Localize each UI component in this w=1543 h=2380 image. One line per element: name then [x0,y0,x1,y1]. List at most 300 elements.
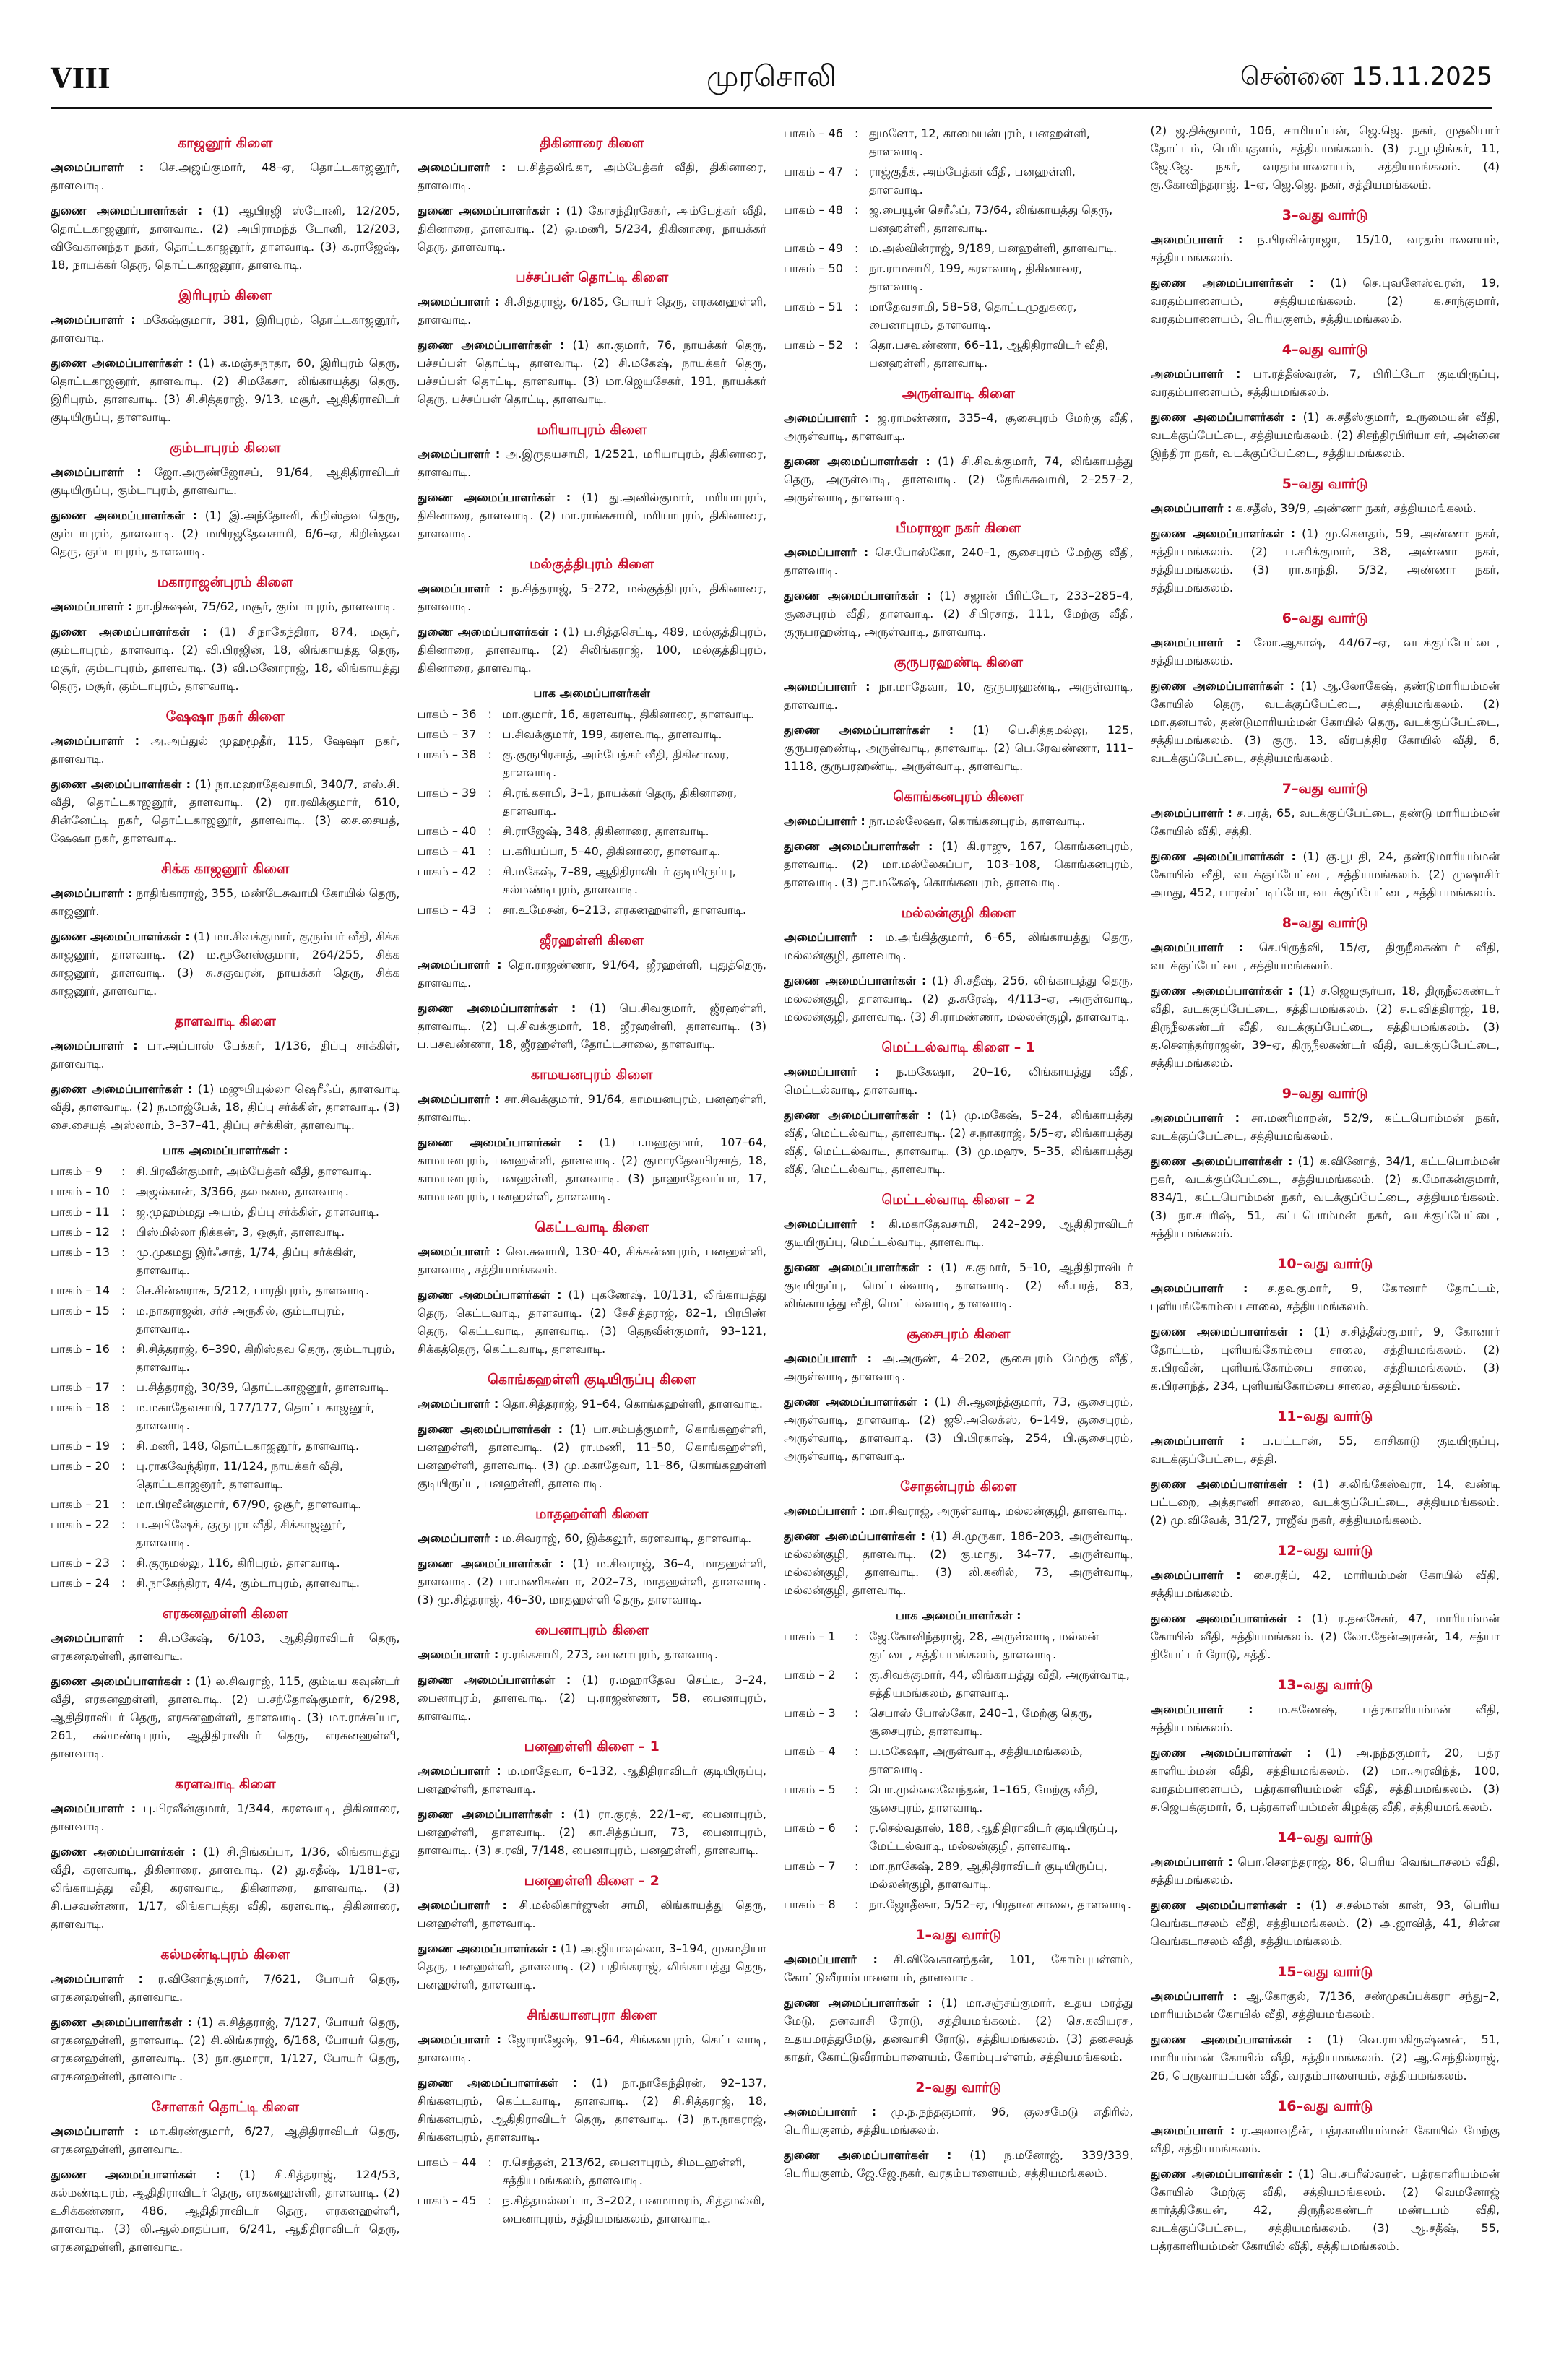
section-heading: 3–வது வார்டு [1281,207,1368,223]
article-columns [51,121,1500,2351]
entry-text: ஜ.ராமண்ணா, 335–4, சூசைபுரம் மேற்கு வீதி, அருள்வாடி, தாளவாடி. [784,411,1133,443]
entry-label: அமைப்பாளர் : [417,447,501,461]
separator: : [121,1205,126,1219]
entry-label: அமைப்பாளர் : [417,1245,501,1258]
entry-text: (1) ச.குமார், 5–10, ஆதிதிராவிடர் குடியிருப்பு, மெட்டல்வாடி, தாளவாடி. (2) வீ.பரத், 83, லிங்காயத்து வீதி, மெட்டல்வாடி, தாளவாடி. [784,1260,1133,1310]
entry-label: துணை அமைப்பாளர்கள் : [1150,410,1296,424]
organiser-entry [51,1037,400,1073]
table-row [418,725,767,743]
table-row [784,201,1133,237]
entry-label: அமைப்பாளர் : [784,814,865,828]
section-number: பாகம் – 12 [51,1225,110,1239]
organiser-entry [784,928,1133,964]
table-row [51,1554,400,1572]
entry-label: துணை அமைப்பாளர்கள் : [784,839,933,853]
organiser-entry [418,2030,767,2067]
entry-text: பு.பிரவீன்குமார், 1/344, கரளவாடி, திகினாரை, தாளவாடி. [51,1801,400,1833]
section-organiser: மா.குமார், 16, கரளவாடி, திகினாரை, தாளவாடி. [502,707,755,721]
separator: : [855,300,859,313]
organiser-entry [1151,2121,1500,2158]
entry-label: துணை அமைப்பாளர்கள் : [51,509,198,522]
organiser-entry [784,409,1133,445]
entry-label: அமைப்பாளர் : [51,2124,139,2138]
deputy-organisers-entry [1151,1323,1500,1395]
section-number: பாகம் – 14 [51,1284,110,1297]
section-heading: 12–வது வார்டு [1277,1543,1373,1559]
separator: : [855,241,859,255]
entry-label: துணை அமைப்பாளர்கள் : [417,490,571,504]
section-heading: குருபரஹண்டி கிளை [894,654,1023,670]
entry-label: துணை அமைப்பாளர்கள் : [417,1557,565,1570]
deputy-organisers-entry [51,2165,400,2256]
section-organiser: செபாஸ் போஸ்கோ, 240–1, மேற்கு தெரு, சூசைபுரம், தாளவாடி. [869,1706,1092,1738]
entry-label: துணை அமைப்பாளர்கள் : [1150,2167,1293,2181]
table-row [418,842,767,860]
organiser-entry [418,1395,767,1413]
deputy-organisers-entry [418,488,767,542]
section-number: பாகம் – 40 [417,824,477,838]
entry-label: துணை அமைப்பாளர்கள் : [417,2076,578,2090]
section-organiser: சி.பிரவீன்குமார், அம்பேத்கர் வீதி, தாளவாடி. [136,1164,372,1178]
table-row [51,1437,400,1455]
section-number: பாகம் – 16 [51,1342,110,1356]
entry-text: (1) நா.மஹாதேவசாமி, 340/7, எஸ்.சி. வீதி, தொட்டகாஜனூர், தாளவாடி. (2) ரா.ரவிக்குமார், 610, சின்னேட்டி நகர், தொட்டகாஜனூர், தாளவாடி. (3) சை.சையத், ஷேஷா நகர், தாளவாடி. [51,777,400,845]
entry-text: (1) ரா.குரத், 22/1–ஏ, பைனாபுரம், பனஹள்ளி, தாளவாடி. (2) கா.சித்தப்பா, 73, பைனாபுரம், தாளவாடி. (3) ச.ரவி, 7/148, பைனாபுரம், பனஹள்ளி, தாளவாடி. [417,1807,766,1857]
section-organisers-table [51,1162,400,1592]
organiser-entry [418,158,767,194]
entry-label: துணை அமைப்பாளர்கள் : [1150,1611,1302,1625]
entry-text: கி.மகாதேவசாமி, 242–299, ஆதிதிராவிடர் குடியிருப்பு, மெட்டல்வாடி, தாளவாடி. [784,1217,1133,1249]
deputy-organisers-entry [418,1671,767,1725]
entry-label: அமைப்பாளர் : [417,1531,499,1545]
entry-label: துணை அமைப்பாளர்கள் : [1150,1898,1301,1912]
section-organiser: ப.மகேஷா, அருள்வாடி, சத்தியமங்கலம், தாளவாடி. [869,1744,1083,1776]
table-row [784,336,1133,372]
subsection-heading: பாக அமைப்பாளர்கள் [533,686,650,700]
separator: : [121,1342,126,1356]
table-row [418,745,767,782]
entry-text: (1) சு.சித்தராஜ், 7/127, போயர் தெரு, எரகனஹள்ளி, தாளவாடி. (2) சி.லிங்கராஜ், 6/168, போயர் தெரு, எரகனஹள்ளி, தாளவாடி. (3) நா.குமாரா, 1/127, போயர் தெரு, எரகனஹள்ளி, தாளவாடி. [51,2015,400,2083]
table-row [51,1515,400,1552]
section-organiser: ப.அபிஷேக், குருபுரா வீதி, சிக்காஜனூர், தாளவாடி. [136,1518,346,1549]
organiser-entry [418,1896,767,1932]
entry-text: (1) புகணேஷ், 10/131, லிங்காயத்து தெரு, கெட்டவாடி, தாளவாடி. (2) சேசித்தராஜ், 82–1, பிரபிண் தெரு, கெட்டவாடி, தாளவாடி. (3) தெநவீன்குமார், 93–121, சிக்கத்தெரு, கெட்டவாடி, தாளவாடி. [417,1288,766,1356]
table-row [418,901,767,919]
table-row [784,259,1133,295]
organiser-entry [51,463,400,499]
entry-text: (1) ர.மஹாதேவ செட்டி, 3–24, பைனாபுரம், தாளவாடி. (2) பு.ராஜண்ணா, 58, பைனாபுரம், தாளவாடி. [417,1673,766,1723]
organiser-entry [418,293,767,329]
section-number: பாகம் – 36 [417,707,477,721]
table-row [51,1281,400,1299]
organiser-entry [1151,1432,1500,1468]
deputy-organisers-entry [51,927,400,1000]
separator: : [855,261,859,275]
organiser-entry [1151,1987,1500,2023]
entry-label: அமைப்பாளர் : [784,1504,865,1518]
deputy-organisers-entry [784,1258,1133,1312]
entry-label: துணை அமைப்பாளர்கள் : [417,625,558,639]
section-number: பாகம் – 20 [51,1459,110,1473]
section-organiser: ம.நாகராஜன், சர்ச் அருகில், கும்டாபுரம், தாளவாடி. [136,1304,345,1336]
section-heading: கொங்கனபுரம் கிளை [893,789,1024,805]
entry-text: (1) சி.சித்தராஜ், 124/53, கல்மண்டிபுரம், ஆதிதிராவிடர் தெரு, எரகனஹள்ளி, தாளவாடி. (2) உசிக்கண்ணா, 486, ஆதிதிராவிடர் தெரு, எரகனஹள்ளி, தாளவாடி. (3) லி.ஆல்மாதப்பா, 6/241, ஆதிதிராவிடர் தெரு, எரகனஹள்ளி, தாளவாடி. [51,2168,400,2254]
entry-label: துணை அமைப்பாளர்கள் : [51,625,207,639]
entry-text: அ.அருண், 4–202, சூசைபுரம் மேற்கு வீதி, அருள்வாடி, தாளவாடி. [784,1351,1133,1383]
separator: : [855,1859,859,1873]
section-number: பாகம் – 22 [51,1518,110,1531]
entry-text: செ.போஸ்கோ, 240–1, சூசைபுரம் மேற்கு வீதி, தாளவாடி. [784,545,1133,577]
entry-text: (1) சி.சதீஷ், 256, லிங்காயத்து தெரு, மல்லன்குழி, தாளவாடி. (2) த.சுரேஷ், 4/113–ஏ, அருள்வாடி, மல்லன்குழி, தாளவாடி. (3) சி.ராமண்ணா, மல்லன்குழி, தாளவாடி. [784,974,1133,1024]
entry-text: (1) ச.லிங்கேஸ்வரா, 14, வண்டி பட்டறை, அத்தாணி சாலை, வடக்குப்பேட்டை, சத்தியமங்கலம். (2) மு.விவேக், 31/27, ராஜீவ் நகர், சத்தியமங்கலம். [1150,1477,1500,1527]
table-row [784,1666,1133,1702]
section-number: பாகம் – 9 [51,1164,103,1178]
organiser-entry [784,543,1133,579]
table-row [51,1457,400,1493]
separator: : [855,126,859,140]
entry-label: துணை அமைப்பாளர்கள் : [784,589,932,602]
entry-label: துணை அமைப்பாளர்கள் : [417,1942,557,1955]
table-row [784,1780,1133,1817]
section-heading: மல்குத்திபுரம் கிளை [530,556,654,572]
section-heading: மகாராஜன்புரம் கிளை [157,574,293,590]
entry-label: அமைப்பாளர் : [417,295,500,308]
entry-text: நா.நிசுஷன், 75/62, மசூர், கும்டாபுரம், தாளவாடி. [135,600,396,613]
table-row [418,2191,767,2228]
entry-label: துணை அமைப்பாளர்கள் : [51,1674,191,1688]
section-heading: 15–வது வார்டு [1277,1964,1373,1980]
separator: : [121,1284,126,1297]
section-number: பாகம் – 3 [784,1706,836,1720]
organiser-entry [784,1950,1133,1986]
organiser-entry [784,1063,1133,1099]
organiser-entry [51,2122,400,2158]
entry-label: துணை அமைப்பாளர்கள் : [1150,1154,1293,1168]
entry-text: (1) மு.மகேஷ், 5–24, லிங்காயத்து வீதி, மெட்டல்வாடி, தாளவாடி. (2) ச.நாகராஜ், 5/5–ஏ, லிங்காயத்து வீதி, மெட்டல்வாடி, தாளவாடி. (3) மு.மஹு, 5–35, லிங்காயத்து வீதி, மெட்டல்வாடி, தாளவாடி. [784,1108,1133,1176]
deputy-organisers-entry [51,354,400,426]
deputy-organisers-entry [418,1286,767,1358]
entry-label: துணை அமைப்பாளர்கள் : [51,930,190,943]
entry-label: அமைப்பாளர் : [1150,1111,1240,1125]
organiser-entry [51,311,400,347]
organiser-entry [1151,1700,1500,1736]
organiser-entry [418,1090,767,1126]
entry-label: துணை அமைப்பாளர்கள் : [1150,849,1296,863]
entry-label: துணை அமைப்பாளர்கள் : [51,2168,220,2181]
section-organisers-table [418,2153,767,2228]
deputy-organisers-entry [784,721,1133,775]
separator: : [121,1556,126,1570]
entry-label: அமைப்பாளர் : [1150,636,1241,649]
entry-label: துணை அமைப்பாளர்கள் : [784,454,930,468]
entry-label: அமைப்பாளர் : [1150,1568,1241,1582]
entry-label: துணை அமைப்பாளர்கள் : [784,974,927,987]
section-heading: 8–வது வார்டு [1281,915,1368,931]
section-number: பாகம் – 48 [784,203,843,217]
deputy-organisers-entry [1151,982,1500,1072]
entry-label: துணை அமைப்பாளர்கள் : [417,1673,571,1687]
entry-text: சா.சிவக்குமார், 91/64, காமயனபுரம், பனஹள்ளி, தாளவாடி. [417,1092,766,1124]
entry-text: (1) சி.சிவக்குமார், 74, லிங்காயத்து தெரு, அருள்வாடி, தாளவாடி. (2) தேங்கசுவாமி, 2–257–2, அருள்வாடி, தாளவாடி. [784,454,1133,504]
section-number: பாகம் – 19 [51,1439,110,1453]
section-heading: கொங்கஹள்ளி குடியிருப்பு கிளை [488,1372,696,1388]
deputy-organisers-entry [1151,847,1500,901]
column-1 [51,121,400,2351]
organiser-entry [784,1215,1133,1251]
section-heading: ஷேஷா நகர் கிளை [165,709,285,724]
section-number: பாகம் – 18 [51,1401,110,1414]
entry-text: ர.வினோத்குமார், 7/621, போயர் தெரு, எரகனஹள்ளி, தாளவாடி. [51,1972,400,2004]
entry-label: அமைப்பாளர் : [417,1397,499,1411]
deputy-organisers-entry [418,2074,767,2146]
table-row [51,1182,400,1200]
entry-text: ந.மகேஷா, 20–16, லிங்காயத்து வீதி, மெட்டல்வாடி, தாளவாடி. [784,1065,1133,1096]
section-organiser: ர.செந்தன், 213/62, பைனாபுரம், சிமடஹள்ளி, சத்தியமங்கலம், தாளவாடி. [502,2155,746,2187]
entry-label: அமைப்பாளர் : [51,734,139,748]
entry-text: சி.விவேகானந்தன், 101, கோம்புபள்ளம், கோட்டுவீராம்பாளையம், தாளவாடி. [784,1952,1133,1984]
deputy-organisers-entry [1151,1152,1500,1242]
organiser-entry [51,884,400,920]
deputy-organisers-entry [418,999,767,1053]
section-organiser: சி.குருமல்லு, 116, கிரிபுரம், தாளவாடி. [136,1556,340,1570]
table-row [784,1857,1133,1893]
table-row [51,1398,400,1435]
entry-text: அ.அப்துல் முஹமூதீர், 115, ஷேஷா நகர், தாளவாடி. [51,734,400,766]
deputy-organisers-entry [784,452,1133,506]
entry-label: அமைப்பாளர் : [1150,233,1243,246]
entry-text: லோ.ஆகாஷ், 44/67–ஏ, வடக்குப்பேட்டை, சத்தியமங்கலம். [1150,636,1500,667]
section-heading: 2–வது வார்டு [915,2080,1002,2095]
section-number: பாகம் – 45 [417,2194,477,2207]
entry-text: (1) பெ.சித்தமல்லு, 125, குருபரஹண்டி, அருள்வாடி, தாளவாடி. (2) பெ.ரேவண்ணா, 111–1118, குருபரஹண்டி, அருள்வாடி, தாளவாடி. [784,723,1133,773]
entry-label: துணை அமைப்பாளர்கள் : [417,1807,566,1821]
section-heading: எரகனஹள்ளி கிளை [162,1606,288,1622]
organiser-entry [1151,633,1500,670]
section-heading: மரியாபுரம் கிளை [537,422,647,438]
deputy-organisers-entry [784,972,1133,1026]
entry-label: துணை அமைப்பாளர்கள் : [51,777,191,791]
section-heading: கல்மண்டிபுரம் கிளை [160,1947,290,1963]
separator: : [488,2155,492,2169]
entry-label: அமைப்பாளர் : [784,411,870,425]
section-heading: சூசைபுரம் கிளை [907,1326,1011,1342]
section-number: பாகம் – 5 [784,1783,836,1796]
entry-label: அமைப்பாளர் : [51,313,136,326]
section-heading: ஜீரஹள்ளி கிளை [540,932,644,948]
organiser-entry [1151,499,1500,517]
entry-text: (1) அ.ஜியாவுல்லா, 3–194, முகமதியா தெரு, பனஹள்ளி, தாளவாடி. (2) பதிங்கராஜ், லிங்காயத்து தெரு, பனஹள்ளி, தாளவாடி. [417,1942,766,1991]
separator: : [121,1185,126,1198]
section-organisers-table [418,705,767,919]
section-number: பாகம் – 17 [51,1380,110,1394]
entry-text: (1) நா.நாகேந்திரன், 92–137, சிங்கனபுரம், கெட்டவாடி, தாளவாடி. (2) சி.சித்தராஜ், 18, சிங்கனபுரம், ஆதிதிராவிடர் தெரு, தாளவாடி. (3) நா.நாகராஜ், சிங்கனபுரம், தாளவாடி. [417,2076,766,2144]
entry-text: ம.சிவராஜ், 60, இக்கலூர், கரளவாடி, தாளவாடி. [502,1531,752,1545]
entry-label: துணை அமைப்பாளர்கள் : [1150,1477,1302,1491]
entry-text: (1) சி.முருகா, 186–203, அருள்வாடி, மல்லன்குழி, தாளவாடி. (2) கு.மாது, 34–77, அருள்வாடி, மல்லன்குழி, தாளவாடி. (3) லி.கனில், 73, அருள்வாடி, மல்லன்குழி, தாளவாடி. [784,1529,1133,1597]
column-4 [1151,121,1500,2351]
section-number: பாகம் – 10 [51,1185,110,1198]
organiser-entry [51,1970,400,2006]
organiser-entry [784,1349,1133,1385]
deputy-organisers-entry [51,775,400,847]
table-row [51,1203,400,1221]
section-heading: பைனாபுரம் கிளை [535,1622,649,1638]
entry-label: அமைப்பாளர் : [417,160,506,174]
table-row [784,239,1133,257]
organiser-entry [1151,938,1500,974]
deputy-organisers-entry [418,1554,767,1609]
section-number: பாகம் – 38 [417,748,477,761]
entry-label: துணை அமைப்பாளர்கள் : [1150,679,1295,693]
entry-text: (1) சி.நிங்கப்பா, 1/36, லிங்காயத்து வீதி, கரளவாடி, திகினாரை, தாளவாடி. (2) து.சதீஷ், 1/181–ஏ, லிங்காயத்து வீதி, கரளவாடி, திகினாரை, தாளவாடி. (3) சி.பசவண்ணா, 1/17, லிங்காயத்து வீதி, கரளவாடி, திகினாரை, தாளவாடி. [51,1845,400,1931]
deputy-organisers-entry [418,1133,767,1206]
entry-text: ந.சித்தராஜ், 5–272, மல்குத்திபுரம், திகினாரை, தாளவாடி. [417,581,766,613]
section-organiser: ஜே.கோவிந்தராஜ், 28, அருள்வாடி, மல்லன் குட்டை, சத்தியமங்கலம், தாளவாடி. [869,1630,1099,1661]
entry-text: பொ.சௌந்தராஜ், 86, பெரிய வெங்டாசலம் வீதி, சத்தியமங்கலம். [1150,1855,1500,1887]
section-number: பாகம் – 41 [417,844,477,858]
entry-text: ம.மாதேவா, 6–132, ஆதிதிராவிடர் குடியிருப்பு, பனஹள்ளி, தாளவாடி. [417,1764,766,1796]
organiser-entry [1151,1853,1500,1889]
section-heading: 9–வது வார்டு [1281,1086,1368,1102]
section-number: பாகம் – 8 [784,1897,836,1911]
deputy-organisers-entry [1151,524,1500,597]
entry-label: துணை அமைப்பாளர்கள் : [417,1422,563,1436]
section-number: பாகம் – 42 [417,865,477,878]
entry-text: பா.அப்பாஸ் பேக்கர், 1/136, திப்பு சர்க்கிள், தாளவாடி. [51,1039,400,1070]
entry-label: துணை அமைப்பாளர்கள் : [784,1529,926,1543]
separator: : [488,844,492,858]
table-row [418,822,767,840]
deputy-organisers-entry [784,1106,1133,1178]
section-heading: அருள்வாடி கிளை [902,386,1015,402]
organiser-entry [418,1529,767,1547]
separator: : [855,1706,859,1720]
table-row [784,1742,1133,1778]
deputy-organisers-entry [1151,274,1500,328]
subsection-heading: பாக அமைப்பாளர்கள் : [163,1143,288,1157]
deputy-organisers-entry [1151,408,1500,462]
separator: : [488,2194,492,2207]
entry-label: துணை அமைப்பாளர்கள் : [784,1260,933,1274]
entry-label: அமைப்பாளர் : [784,1217,876,1231]
entry-label: அமைப்பாளர் : [1150,1855,1233,1869]
section-number: பாகம் – 15 [51,1304,110,1317]
organiser-entry [51,1799,400,1835]
entry-label: துணை அமைப்பாளர்கள் : [417,204,561,217]
table-row [51,1378,400,1396]
organiser-entry [51,1629,400,1665]
table-row [51,1302,400,1338]
section-organiser: பொ.முல்லைவேந்தன், 1–165, மேற்கு வீதி, சூசைபுரம், தாளவாடி. [869,1783,1099,1814]
separator: : [855,165,859,178]
entry-text: மகேஷ்குமார், 381, இரிபுரம், தொட்டகாஜனூர், தாளவாடி. [51,313,400,345]
section-organiser: ம.அல்வின்ராஜ், 9/189, பனஹள்ளி, தாளவாடி. [869,241,1118,255]
section-heading: 4–வது வார்டு [1281,342,1368,358]
section-organisers-table [784,124,1133,372]
separator: : [488,903,492,917]
entry-text: செ.அஜய்குமார், 48–ஏ, தொட்டகாஜனூர், தாளவாடி. [51,160,400,192]
entry-label: துணை அமைப்பாளர்கள் : [417,1135,583,1149]
table-row [784,1819,1133,1855]
entry-text: சி.மகேஷ், 6/103, ஆதிதிராவிடர் தெரு, எரகனஹள்ளி, தாளவாடி. [51,1631,400,1663]
section-organiser: ர.செல்வதாஸ், 188, ஆதிதிராவிடர் குடியிருப்பு, மேட்டல்வாடி, மல்லன்குழி, தாளவாடி. [869,1821,1118,1853]
separator: : [488,748,492,761]
masthead [51,56,1492,100]
section-organiser: மாதேவசாமி, 58–58, தொட்டமுதுகரை, பைனாபுரம், தாளவாடி. [869,300,1077,332]
deputy-organisers-entry [784,1527,1133,1599]
deputy-organisers-entry [51,506,400,561]
section-organiser: செ.சின்னராசு, 5/212, பாரதிபுரம், தாளவாடி. [136,1284,370,1297]
section-heading: சிக்க காஜனூர் கிளை [161,861,290,877]
entry-label: அமைப்பாளர் : [1150,940,1244,954]
entry-text: (1) மு.கௌதம், 59, அண்ணா நகர், சத்தியமங்கலம். (2) ப.சரிக்குமார், 38, அண்ணா நகர், சத்தியமங்கலம். (3) ரா.காந்தி, 5/32, அண்ணா நகர், சத்தியமங்கலம். [1150,527,1500,594]
entry-text: ர.ரங்கசாமி, 273, பைனாபுரம், தாளவாடி. [502,1648,718,1661]
entry-label: அமைப்பாளர் : [1150,1989,1237,2003]
section-heading: காமயனபுரம் கிளை [530,1067,653,1083]
entry-text: ஜோ.அருண்ஜோசப், 91/64, ஆதிதிராவிடர் குடியிருப்பு, கும்டாபுரம், தாளவாடி. [51,465,400,497]
entry-text: (1) க.வினோத், 34/1, கட்டபொம்மன் நகர், வடக்குப்பேட்டை, சத்தியமங்கலம். (2) க.மோகன்குமார், 834/1, கட்டபொம்மன் நகர், வடக்குப்பேட்டை, சத்தியமங்கலம். (3) நா.சபரிஷ், 51, கட்டபொம்மன் நகர், வடக்குப்பேட்டை, சத்தியமங்கலம். [1150,1154,1500,1240]
entry-text: ந.பிரவின்ராஜா, 15/10, வரதம்பாளையம், சத்தியமங்கலம். [1150,233,1500,264]
entry-label: துணை அமைப்பாளர்கள் : [51,2015,192,2029]
section-number: பாகம் – 39 [417,786,477,800]
organiser-entry [1151,804,1500,840]
separator: : [488,824,492,838]
entry-text: (1) கோசந்திரசேகர், அம்பேத்கர் வீதி, திகினாரை, தாளவாடி. (2) ஒ.மணி, 5/234, திகினாரை, நாயக்கர் தெரு, தாளவாடி. [417,204,766,254]
entry-text: ம.கணேஷ், பத்ரகாளியம்மன் வீதி, சத்தியமங்கலம். [1150,1702,1500,1734]
organiser-entry [51,732,400,768]
separator: : [121,1439,126,1453]
entry-text: (1) சி.ஆனந்த்குமார், 73, சூசைபுரம், அருள்வாடி, தாளவாடி. (2) ஜூ.அலெக்ஸ், 6–149, சூசைபுரம், அருள்வாடி, தாளவாடி. (3) பி.பிரகாஷ், 254, பி.சூசைபுரம், அருள்வாடி, தாளவாடி. [784,1395,1133,1463]
section-heading: கெட்டவாடி கிளை [535,1219,649,1235]
deputy-organisers-entry [1151,1744,1500,1816]
section-organisers-table [784,1627,1133,1913]
organiser-entry [418,1645,767,1663]
section-organiser: கு.குருபிரசாத், அம்பேத்கர் வீதி, திகினாரை, தாளவாடி. [502,748,730,779]
entry-label: துணை அமைப்பாளர்கள் : [1150,1746,1311,1760]
separator: : [488,727,492,741]
deputy-organisers-entry [51,1843,400,1933]
entry-text: (1) ச.சித்தீஸ்குமார், 9, கோனார் தோட்டம், புளியங்கோம்பை சாலை, சத்தியமங்கலம். (2) க.பிரவீன், புளியங்கோம்பை சாலை, சத்தியமங்கலம். (3) க.பிரசாந்த், 234, புளியங்கோம்பை சாலை, சத்தியமங்கலம். [1150,1325,1500,1393]
separator: : [121,1225,126,1239]
table-row [418,2153,767,2189]
entry-text: ப.சித்தலிங்கா, அம்பேத்கர் வீதி, திகினாரை, தாளவாடி. [417,160,766,192]
entry-text: (1) பா.சம்பத்குமார், கொங்கஹள்ளி, பனஹள்ளி, தாளவாடி. (2) ரா.மணி, 11–50, கொங்கஹள்ளி, பனஹள்ளி, தாளவாடி. (3) மு.மகாதேவா, 11–86, கொங்கஹள்ளி குடியிருப்பு, பனஹள்ளி, தாளவாடி. [417,1422,766,1490]
section-heading: திகினாரை கிளை [539,135,644,151]
section-organiser: அஜல்கான், 3/366, தலமலை, தாளவாடி. [136,1185,349,1198]
entry-label: அமைப்பாளர் : [51,1972,144,1986]
entry-text: (1) ச.ஜெயசூர்யா, 18, திருநீலகண்டர் வீதி, வடக்குப்பேட்டை, சத்தியமங்கலம். (2) ச.பவித்திராஜ், 18, திருநீலகண்டர் வீதி, வடக்குப்பேட்டை, சத்தியமங்கலம். (3) த.சௌந்தர்ராஜன், 39–ஏ, திருநீலகண்டர் வீதி, வடக்குப்பேட்டை, சத்தியமங்கலம். [1150,984,1500,1070]
organiser-entry [418,1762,767,1798]
section-heading: மெட்டல்வாடி கிளை – 1 [881,1039,1036,1055]
deputy-organisers-entry [1151,1896,1500,1950]
section-heading: 16–வது வார்டு [1277,2098,1373,2114]
entry-text: (1) து.அனில்குமார், மரியாபுரம், திகினாரை, தாளவாடி. (2) மா.ராங்கசாமி, மரியாபுரம், திகினாரை, தாளவாடி. [417,490,766,540]
entry-label: துணை அமைப்பாளர்கள் : [51,1845,196,1858]
section-organiser: பிஸ்மில்லா நிக்கன், 3, ஒசூர், தாளவாடி. [136,1225,345,1239]
entry-label: அமைப்பாளர் : [51,1039,138,1052]
entry-text: க.சதீஸ், 39/9, அண்ணா நகர், சத்தியமங்கலம். [1235,501,1477,515]
section-heading: 1–வது வார்டு [915,1927,1002,1943]
table-row [51,1243,400,1279]
deputy-organisers-entry [418,202,767,256]
entry-text: (1) சிநாகேந்திரா, 874, மசூர், கும்டாபுரம், தாளவாடி. (2) வி.பிரஜின், 18, லிங்காயத்து தெரு, மசூர், கும்டாபுரம், தாளவாடி. (3) வி.மனோராஜ், 18, லிங்காயத்து தெரு, மசூர், கும்டாபுரம், தாளவாடி. [51,625,400,693]
entry-label: அமைப்பாளர் : [784,545,869,559]
entry-label: அமைப்பாளர் : [784,680,870,693]
section-heading: இரிபுரம் கிளை [178,287,272,303]
entry-text: சை.ரதீப், 42, மாரியம்மன் கோயில் வீதி, சத்தியமங்கலம். [1150,1568,1500,1600]
entry-text: (1) மா.சிவக்குமார், குரும்பர் வீதி, சிக்க காஜனூர், தாளவாடி. (2) ம.மூனேஸ்குமார், 264/255, சிக்க காஜனூர், தாளவாடி. (3) சு.சகுவரன், நாயக்கர் தெரு, சிக்க காஜனூர், தாளவாடி. [51,930,400,998]
section-number: பாகம் – 44 [417,2155,477,2169]
